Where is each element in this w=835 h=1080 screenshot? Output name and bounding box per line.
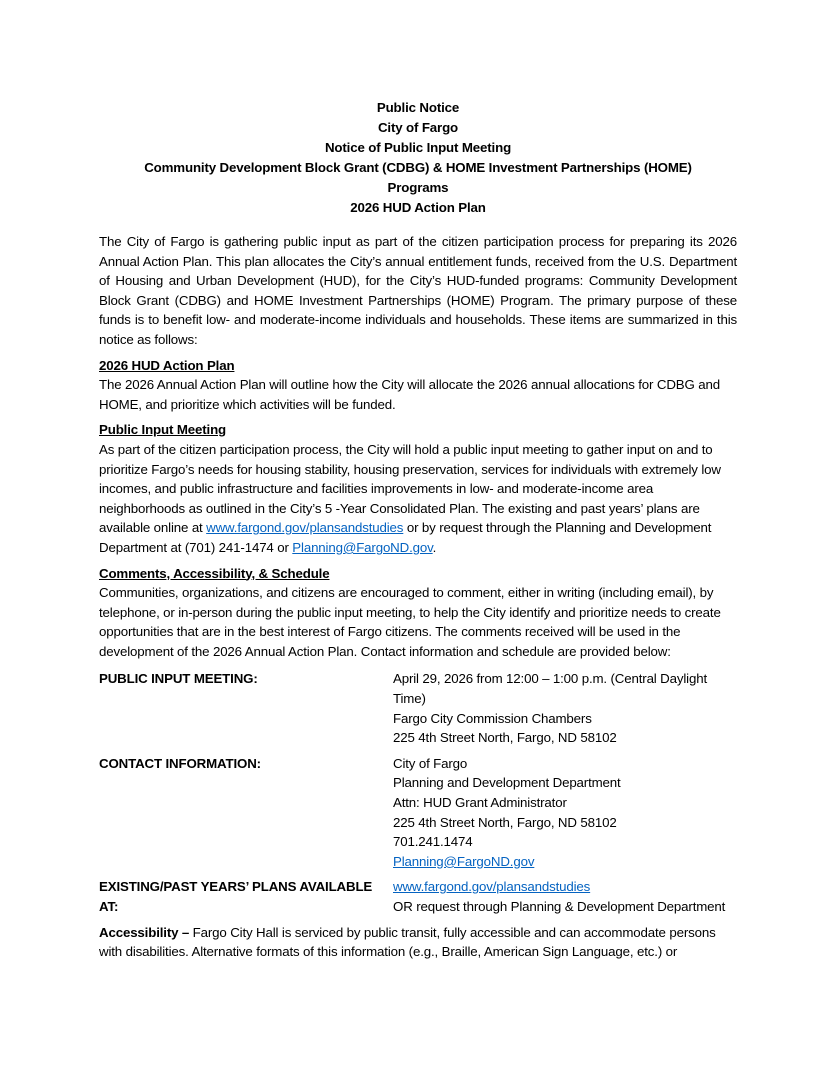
title-city: City of Fargo: [377, 120, 459, 135]
schedule-row-meeting: [99, 669, 737, 747]
section-heading-public-input: Public Input Meeting: [99, 422, 227, 438]
action-plan-body: The 2026 Annual Action Plan will outline how the City will allocate the 2026 annual allocations for CDBG and HOME, and prioritize which activities will be funded.: [99, 377, 720, 412]
public-input-text-2: or by request through the Planning and Development Department at (701) 241-1474 or: [99, 520, 712, 555]
section-action-plan: [99, 356, 737, 415]
notice-title-block: [99, 98, 737, 218]
section-heading-action-plan: 2026 HUD Action Plan: [99, 357, 235, 373]
title-programs-line1: Community Development Block Grant (CDBG) & HOME Investment Partnerships (HOME): [144, 160, 692, 175]
accessibility-body: Fargo City Hall is serviced by public transit, fully accessible and can accommodate persons with disabilities. Alternative formats of this information (e.g., Braille, American Sign Language, etc.) or: [99, 924, 716, 960]
comments-body: Communities, organizations, and citizens are encouraged to comment, either in writing (including email), by telephone, or in-person during the public input meeting, to help the City identify and prioritize needs to create opportunities that are in the best interest of Fargo citizens. The comments received will be used in the development of the 2026 Annual Action Plan. Contact information and schedule are provided below:: [99, 585, 721, 659]
schedule-table: [99, 669, 737, 916]
contact-org: City of Fargo: [393, 755, 468, 771]
plans-link[interactable]: www.fargond.gov/plansandstudies: [393, 879, 591, 895]
meeting-venue: Fargo City Commission Chambers: [393, 710, 592, 726]
meeting-address: 225 4th Street North, Fargo, ND 58102: [393, 730, 617, 746]
schedule-row-plans: [99, 877, 737, 916]
notice-page: [99, 98, 737, 962]
contact-label: CONTACT INFORMATION:: [99, 755, 261, 771]
section-comments: [99, 564, 737, 662]
schedule-row-contact: [99, 754, 737, 872]
title-meeting: Notice of Public Input Meeting: [324, 140, 512, 155]
public-input-text-3: .: [432, 539, 437, 555]
contact-details: [393, 754, 737, 872]
accessibility-paragraph: [99, 923, 737, 962]
section-public-input: [99, 420, 737, 557]
planning-email-link[interactable]: Planning@FargoND.gov: [292, 539, 433, 555]
meeting-datetime: April 29, 2026 from 12:00 – 1:00 p.m. (Central Daylight Time): [393, 671, 707, 707]
contact-address: 225 4th Street North, Fargo, ND 58102: [393, 814, 617, 830]
section-heading-comments: Comments, Accessibility, & Schedule: [99, 565, 330, 581]
public-input-text-1: As part of the citizen participation process, the City will hold a public input meeting to gather input on and to prioritize Fargo’s needs for housing stability, housing preservation, services for individuals with extremely low incomes, and public infrastructure and facilities improvements in low- and moderate-income area neighborhoods as outlined in the City’s 5 -Year Consolidated Plan. The existing and past years’ plans are available online at: [99, 441, 721, 536]
title-public-notice: Public Notice: [376, 100, 460, 115]
contact-phone: 701.241.1474: [393, 834, 473, 850]
plans-details: [393, 877, 737, 916]
meeting-label: PUBLIC INPUT MEETING:: [99, 671, 258, 687]
plans-request-note: OR request through Planning & Development Department: [393, 899, 726, 914]
meeting-details: [393, 669, 737, 747]
contact-email-link[interactable]: Planning@FargoND.gov: [393, 853, 535, 869]
accessibility-label: Accessibility –: [99, 924, 190, 940]
contact-attn: Attn: HUD Grant Administrator: [393, 795, 567, 811]
title-action-plan: 2026 HUD Action Plan: [350, 200, 486, 215]
contact-department: Planning and Development Department: [393, 775, 621, 791]
intro-paragraph: The City of Fargo is gathering public input as part of the citizen participation process for preparing its 2026 Annual Action Plan. This plan allocates the City’s annual entitlement funds, received from the U.S. Department of Housing and Urban Development (HUD), for the City’s HUD-funded programs: Community Development Block Grant (CDBG) and HOME Investment Partnerships (HOME) Program. The primary purpose of these funds is to benefit low- and moderate-income individuals and households. These items are summarized in this notice as follows:: [99, 234, 737, 347]
plans-and-studies-link[interactable]: www.fargond.gov/plansandstudies: [206, 520, 404, 536]
title-programs-line2: Programs: [387, 180, 449, 195]
public-input-body: [99, 440, 737, 558]
plans-label: EXISTING/PAST YEARS’ PLANS AVAILABLE AT:: [99, 879, 373, 914]
